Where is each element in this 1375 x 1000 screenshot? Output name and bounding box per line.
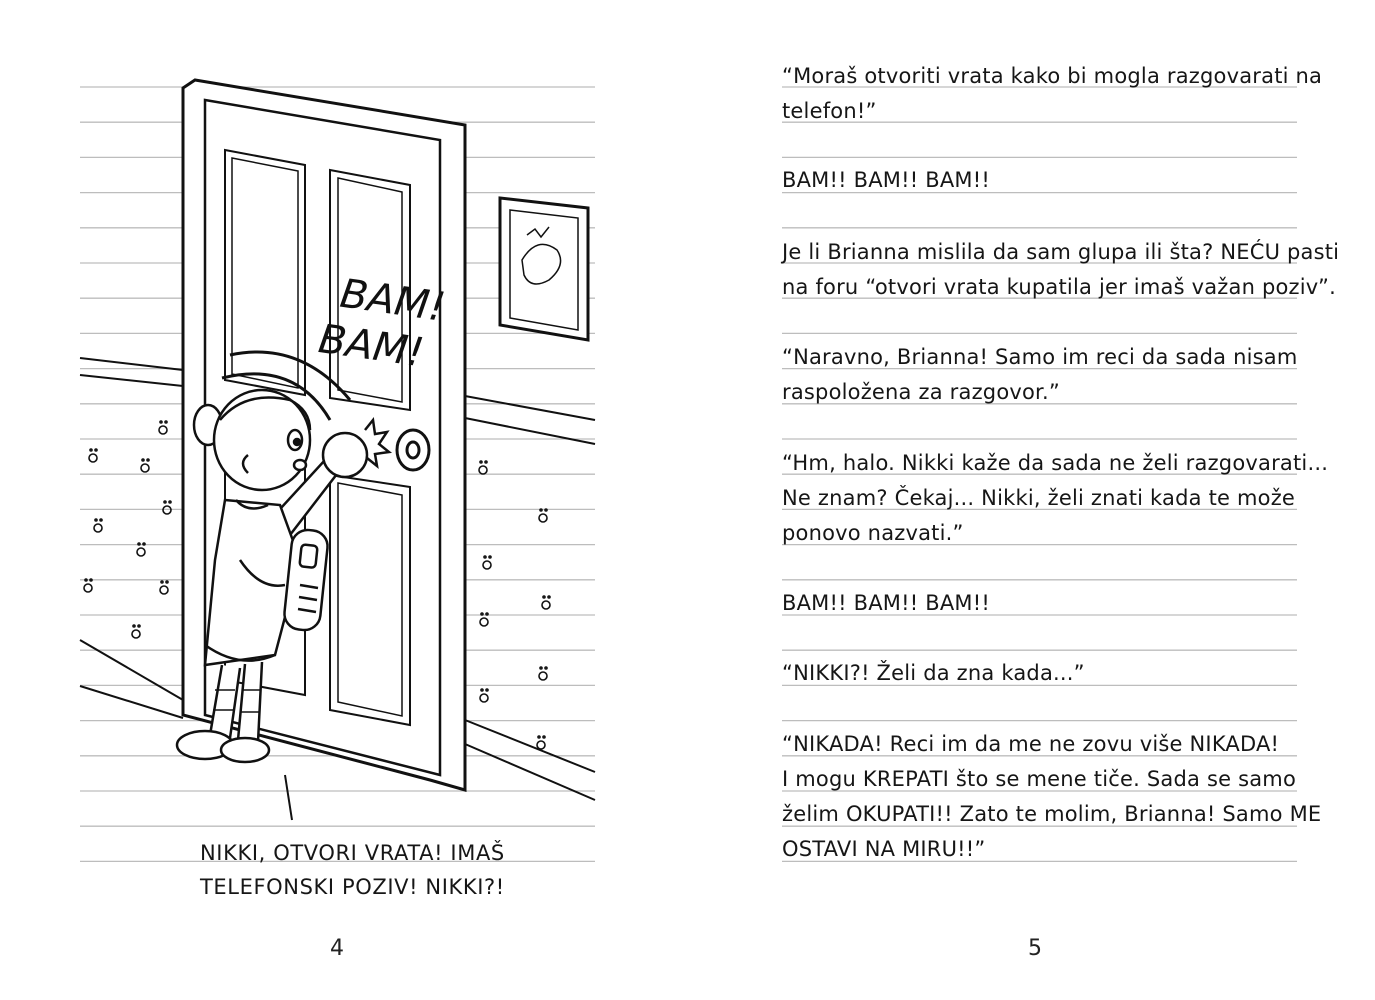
- text-line: BAM!! BAM!! BAM!!: [782, 168, 990, 192]
- text-line: OSTAVI NA MIRU!!”: [782, 837, 986, 861]
- text-line: BAM!! BAM!! BAM!!: [782, 591, 990, 615]
- text-line: “Hm, halo. Nikki kaže da sada ne želi razgovarati...: [782, 451, 1329, 475]
- text-line: “NIKKI?! Želi da zna kada...”: [782, 661, 1085, 685]
- text-line: na foru “otvori vrata kupatila jer imaš važan poziv”.: [782, 275, 1337, 299]
- text-line: telefon!”: [782, 99, 877, 123]
- caption-line: NIKKI, OTVORI VRATA! IMAŠ: [200, 841, 505, 865]
- text-line: Ne znam? Čekaj... Nikki, želi znati kada te može: [782, 486, 1296, 510]
- text-line: “Naravno, Brianna! Samo im reci da sada nisam: [782, 345, 1298, 369]
- text-line: I mogu KREPATI što se mene tiče. Sada se samo: [782, 767, 1296, 791]
- text-line: želim OKUPATI!! Zato te molim, Brianna! Samo ME: [782, 802, 1322, 826]
- page-number-right: 5: [1028, 936, 1042, 961]
- page-number-left: 4: [330, 936, 344, 961]
- text-line: raspoložena za razgovor.”: [782, 380, 1060, 404]
- sound-effect-line-1: BAM!: [337, 270, 449, 331]
- text-line: “Moraš otvoriti vrata kako bi mogla razgovarati na: [782, 64, 1323, 88]
- caption: [200, 836, 520, 904]
- text-line: “NIKADA! Reci im da me ne zovu više NIKADA!: [782, 732, 1280, 756]
- left-page: [0, 0, 687, 1000]
- framed-picture-illustration: [500, 198, 588, 340]
- caption-line: TELEFONSKI POZIV! NIKKI?!: [200, 875, 505, 899]
- right-page: [687, 0, 1375, 1000]
- text-line: ponovo nazvati.”: [782, 521, 964, 545]
- text-line: Je li Brianna mislila da sam glupa ili šta? NEĆU pasti: [782, 240, 1340, 264]
- sound-effect-line-2: BAM!: [315, 316, 427, 377]
